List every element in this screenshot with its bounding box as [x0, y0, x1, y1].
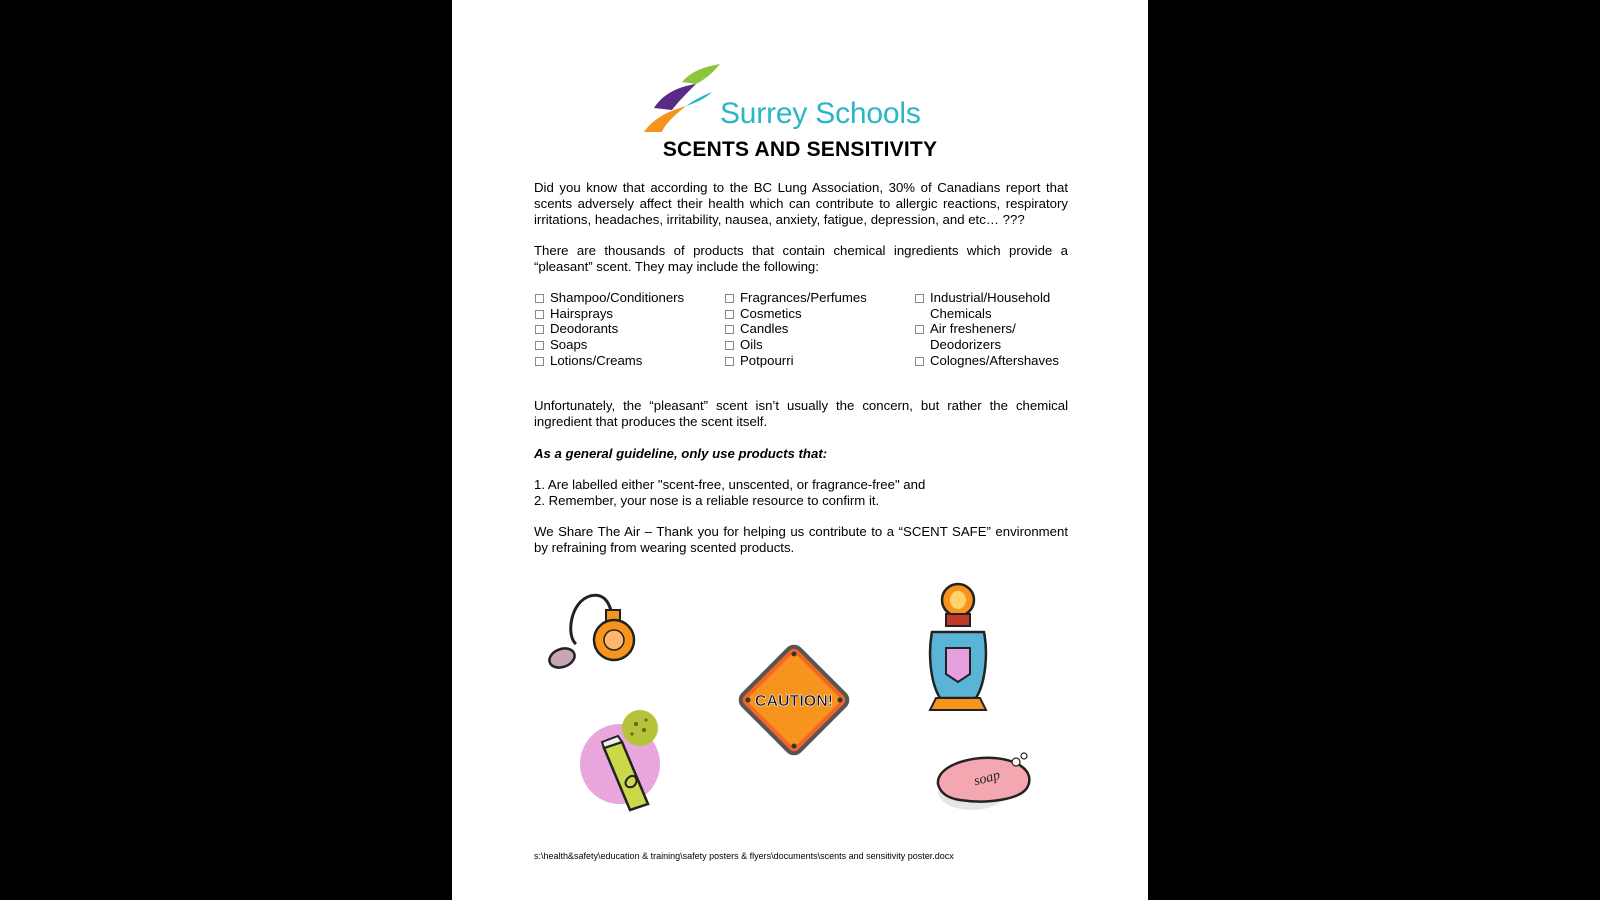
intro-paragraph: Did you know that according to the BC Lung Association, 30% of Canadians report that scents adversely affect their health which can contribute to allergic reactions, respiratory irritations, headaches, irritability, nausea, anxiety, fatigue, depression, and etc… ??? [534, 180, 1068, 227]
checkbox-icon [725, 325, 734, 334]
product-list-column-2 [724, 290, 867, 369]
checkbox-icon [915, 294, 924, 303]
closing-paragraph: We Share The Air – Thank you for helping us contribute to a “SCENT SAFE” environment by refraining from wearing scented products. [534, 524, 1068, 555]
checkbox-icon [535, 294, 544, 303]
checkbox-icon [725, 357, 734, 366]
spray-can-icon [580, 708, 670, 820]
soap-bar-icon [930, 748, 1040, 816]
list-item: Shampoo/Conditioners [534, 290, 684, 306]
product-list-column-1 [534, 290, 684, 369]
checkbox-icon [725, 341, 734, 350]
list-item: Air fresheners/ Deodorizers [914, 321, 1059, 352]
logo-text: Surrey Schools [720, 97, 921, 130]
file-path-footer: s:\health&safety\education & training\safety posters & flyers\documents\scents and sensitivity poster.docx [534, 851, 954, 861]
list-item: Fragrances/Perfumes [724, 290, 867, 306]
soap-label: soap [972, 767, 1002, 790]
checkbox-icon [915, 357, 924, 366]
list-item: Cosmetics [724, 306, 867, 322]
list-item: Candles [724, 321, 867, 337]
list-item: Industrial/Household Chemicals [914, 290, 1059, 321]
checkbox-icon [535, 357, 544, 366]
perfume-atomizer-icon [546, 592, 642, 682]
list-item: Oils [724, 337, 867, 353]
checkbox-icon [535, 310, 544, 319]
list-item: Hairsprays [534, 306, 684, 322]
checkbox-icon [535, 325, 544, 334]
logo-swoosh-icon [642, 62, 722, 136]
product-list-column-3 [914, 290, 1059, 369]
guideline-step: 1. Are labelled either "scent-free, unscented, or fragrance-free" and [534, 477, 926, 492]
document-page [452, 0, 1148, 900]
guideline-step: 2. Remember, your nose is a reliable resource to confirm it. [534, 493, 880, 508]
caution-sign-text: CAUTION! [754, 693, 834, 710]
perfume-bottle-icon [920, 582, 998, 714]
caution-sign-icon [732, 638, 856, 762]
list-item: Soaps [534, 337, 684, 353]
surrey-schools-logo [642, 62, 962, 136]
checkbox-icon [725, 294, 734, 303]
list-item: Lotions/Creams [534, 353, 684, 369]
list-item: Potpourri [724, 353, 867, 369]
page-title: SCENTS AND SENSITIVITY [662, 138, 938, 161]
checkbox-icon [915, 325, 924, 334]
guideline-heading: As a general guideline, only use products that: [534, 446, 828, 461]
checkbox-icon [725, 310, 734, 319]
guideline-steps [534, 477, 925, 509]
list-item: Colognes/Aftershaves [914, 353, 1059, 369]
products-intro-paragraph: There are thousands of products that contain chemical ingredients which provide a “pleasant” scent. They may include the following: [534, 243, 1068, 274]
concern-paragraph: Unfortunately, the “pleasant” scent isn’t usually the concern, but rather the chemical ingredient that produces the scent itself. [534, 398, 1068, 429]
list-item: Deodorants [534, 321, 684, 337]
checkbox-icon [535, 341, 544, 350]
